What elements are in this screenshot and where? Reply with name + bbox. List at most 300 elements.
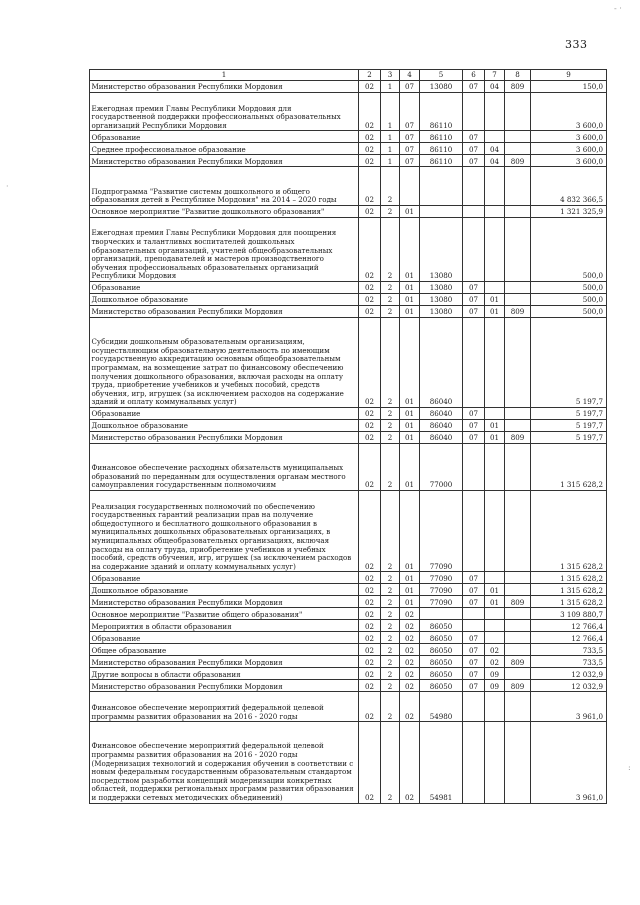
header-cell: 1 xyxy=(90,70,359,81)
code-pp: 2 xyxy=(381,217,400,281)
code-om: 01 xyxy=(400,305,420,317)
code-ps: 02 xyxy=(359,81,381,93)
row-name: Субсидии дошкольным образовательным организациям, осуществляющим образовательную деятельность по имеющим государственную аккредитацию основным общеобразовательным программам, на возмещение затрат по финансовому обеспечению получения дошкольного образования, включая расходы на оплату труда, приобретение учебников и учебных пособий, средств обучения, игр, игрушек (за исключением расходов на содержание зданий и оплату коммунальных услуг) xyxy=(90,317,359,407)
table-row xyxy=(90,596,607,608)
row-name: Министерство образования Республики Мордовия xyxy=(90,680,359,692)
code-section xyxy=(463,93,485,131)
code-section: 07 xyxy=(463,407,485,419)
header-cell: 8 xyxy=(505,70,531,81)
row-name: Мероприятия в области образования xyxy=(90,620,359,632)
code-subsection xyxy=(485,572,505,584)
code-om: 01 xyxy=(400,419,420,431)
code-direction: 13080 xyxy=(420,81,463,93)
code-ministry xyxy=(505,407,531,419)
row-amount: 733,5 xyxy=(531,644,607,656)
code-ps: 02 xyxy=(359,131,381,143)
code-ps: 02 xyxy=(359,205,381,217)
code-pp: 2 xyxy=(381,205,400,217)
code-om: 01 xyxy=(400,584,420,596)
code-ministry xyxy=(505,217,531,281)
table-row xyxy=(90,281,607,293)
row-name: Ежегодная премия Главы Республики Мордовия для поощрения творческих и талантливых воспитателей дошкольных образовательных организаций, учителей общеобразовательных организаций, преподавателей и мастеров производственного обучения профессиональных образовательных организаций Республики Мордовия xyxy=(90,217,359,281)
code-ps: 02 xyxy=(359,668,381,680)
code-ministry: 809 xyxy=(505,305,531,317)
code-ps: 02 xyxy=(359,490,381,571)
code-pp: 2 xyxy=(381,722,400,803)
code-pp: 2 xyxy=(381,620,400,632)
table-row xyxy=(90,93,607,131)
code-om xyxy=(400,167,420,205)
code-direction: 86050 xyxy=(420,680,463,692)
code-pp: 1 xyxy=(381,81,400,93)
row-name: Основное мероприятие "Развитие дошкольного образования" xyxy=(90,205,359,217)
code-pp: 2 xyxy=(381,443,400,490)
code-section: 07 xyxy=(463,431,485,443)
header-cell: 3 xyxy=(381,70,400,81)
code-pp: 2 xyxy=(381,431,400,443)
code-pp: 1 xyxy=(381,143,400,155)
code-om: 02 xyxy=(400,644,420,656)
code-ministry: 809 xyxy=(505,596,531,608)
code-section xyxy=(463,692,485,722)
code-direction: 86040 xyxy=(420,317,463,407)
code-section: 07 xyxy=(463,596,485,608)
code-ministry xyxy=(505,584,531,596)
code-section: 07 xyxy=(463,131,485,143)
table-row xyxy=(90,572,607,584)
code-direction xyxy=(420,167,463,205)
code-pp: 1 xyxy=(381,93,400,131)
table-row xyxy=(90,692,607,722)
row-name: Подпрограмма "Развитие системы дошкольного и общего образования детей в Республике Мордовия" на 2014 – 2020 годы xyxy=(90,167,359,205)
table-row xyxy=(90,490,607,571)
code-pp: 2 xyxy=(381,305,400,317)
code-direction: 77090 xyxy=(420,584,463,596)
code-pp: 2 xyxy=(381,317,400,407)
row-name: Дошкольное образование xyxy=(90,584,359,596)
code-om: 01 xyxy=(400,293,420,305)
code-section: 07 xyxy=(463,81,485,93)
code-subsection xyxy=(485,608,505,620)
code-ministry xyxy=(505,572,531,584)
code-section: 07 xyxy=(463,155,485,167)
code-ps: 02 xyxy=(359,443,381,490)
row-amount: 3 600,0 xyxy=(531,131,607,143)
code-ministry xyxy=(505,143,531,155)
code-subsection: 09 xyxy=(485,668,505,680)
table-row xyxy=(90,143,607,155)
scan-speck: · xyxy=(6,182,9,191)
row-amount: 1 315 628,2 xyxy=(531,584,607,596)
code-om: 02 xyxy=(400,692,420,722)
table-row xyxy=(90,644,607,656)
code-subsection: 01 xyxy=(485,419,505,431)
code-om: 02 xyxy=(400,722,420,803)
code-direction: 86050 xyxy=(420,656,463,668)
code-ministry xyxy=(505,167,531,205)
code-subsection xyxy=(485,620,505,632)
code-section: 07 xyxy=(463,305,485,317)
code-ministry xyxy=(505,281,531,293)
table-row xyxy=(90,632,607,644)
scan-speck: ‐ · xyxy=(614,4,622,13)
code-ministry: 809 xyxy=(505,680,531,692)
table-row xyxy=(90,217,607,281)
row-amount: 5 197,7 xyxy=(531,419,607,431)
row-amount: 500,0 xyxy=(531,217,607,281)
code-section: 07 xyxy=(463,281,485,293)
code-ps: 02 xyxy=(359,93,381,131)
code-section xyxy=(463,205,485,217)
code-ps: 02 xyxy=(359,620,381,632)
row-amount: 500,0 xyxy=(531,281,607,293)
code-pp: 2 xyxy=(381,419,400,431)
row-name: Министерство образования Республики Мордовия xyxy=(90,81,359,93)
code-direction xyxy=(420,205,463,217)
code-om: 01 xyxy=(400,431,420,443)
code-ministry xyxy=(505,692,531,722)
code-direction: 86050 xyxy=(420,668,463,680)
code-pp: 1 xyxy=(381,131,400,143)
code-direction: 86050 xyxy=(420,644,463,656)
table-row xyxy=(90,131,607,143)
header-cell: 4 xyxy=(400,70,420,81)
code-ministry xyxy=(505,620,531,632)
table-row xyxy=(90,680,607,692)
code-pp: 2 xyxy=(381,692,400,722)
code-section xyxy=(463,722,485,803)
code-ministry xyxy=(505,293,531,305)
code-pp: 2 xyxy=(381,572,400,584)
code-subsection xyxy=(485,407,505,419)
row-amount: 3 600,0 xyxy=(531,143,607,155)
code-om: 01 xyxy=(400,490,420,571)
row-amount: 1 321 325,9 xyxy=(531,205,607,217)
code-direction: 86110 xyxy=(420,155,463,167)
row-amount: 3 961,0 xyxy=(531,722,607,803)
row-name: Образование xyxy=(90,632,359,644)
code-section xyxy=(463,167,485,205)
row-name: Финансовое обеспечение расходных обязательств муниципальных образований по переданным для осуществления органам местного самоуправления государственным полномочиям xyxy=(90,443,359,490)
code-subsection xyxy=(485,205,505,217)
table-row xyxy=(90,317,607,407)
code-om: 07 xyxy=(400,143,420,155)
row-name: Образование xyxy=(90,131,359,143)
code-direction xyxy=(420,608,463,620)
code-om: 02 xyxy=(400,680,420,692)
code-section xyxy=(463,608,485,620)
code-ministry xyxy=(505,668,531,680)
code-ministry: 809 xyxy=(505,155,531,167)
code-subsection xyxy=(485,722,505,803)
code-direction: 77090 xyxy=(420,490,463,571)
table-row xyxy=(90,722,607,803)
code-subsection: 02 xyxy=(485,656,505,668)
code-ministry: 809 xyxy=(505,81,531,93)
code-section: 07 xyxy=(463,572,485,584)
row-amount: 12 766,4 xyxy=(531,620,607,632)
row-amount: 500,0 xyxy=(531,305,607,317)
code-direction: 77000 xyxy=(420,443,463,490)
header-cell: 5 xyxy=(420,70,463,81)
code-direction: 13080 xyxy=(420,217,463,281)
code-pp: 2 xyxy=(381,584,400,596)
code-om: 01 xyxy=(400,217,420,281)
code-subsection xyxy=(485,317,505,407)
code-ministry xyxy=(505,131,531,143)
row-amount: 150,0 xyxy=(531,81,607,93)
row-amount: 1 315 628,2 xyxy=(531,596,607,608)
code-section: 07 xyxy=(463,584,485,596)
code-subsection: 01 xyxy=(485,584,505,596)
code-ps: 02 xyxy=(359,692,381,722)
row-amount: 12 766,4 xyxy=(531,632,607,644)
code-subsection: 01 xyxy=(485,305,505,317)
code-om: 01 xyxy=(400,317,420,407)
code-ministry xyxy=(505,205,531,217)
table-row xyxy=(90,419,607,431)
code-om: 01 xyxy=(400,443,420,490)
code-direction: 86040 xyxy=(420,431,463,443)
code-direction: 13080 xyxy=(420,293,463,305)
table-row xyxy=(90,293,607,305)
table-header-row xyxy=(90,70,607,81)
code-ps: 02 xyxy=(359,722,381,803)
code-section: 07 xyxy=(463,656,485,668)
code-pp: 2 xyxy=(381,167,400,205)
code-ministry xyxy=(505,317,531,407)
code-subsection xyxy=(485,131,505,143)
code-subsection xyxy=(485,443,505,490)
code-ps: 02 xyxy=(359,584,381,596)
table-body xyxy=(90,81,607,804)
code-om: 02 xyxy=(400,668,420,680)
code-ministry: 809 xyxy=(505,656,531,668)
row-amount: 733,5 xyxy=(531,656,607,668)
code-subsection: 02 xyxy=(485,644,505,656)
table-row xyxy=(90,584,607,596)
code-om: 02 xyxy=(400,656,420,668)
code-om: 01 xyxy=(400,407,420,419)
table-row xyxy=(90,205,607,217)
code-section xyxy=(463,217,485,281)
header-cell: 7 xyxy=(485,70,505,81)
budget-table xyxy=(89,69,607,804)
row-name: Среднее профессиональное образование xyxy=(90,143,359,155)
code-om: 07 xyxy=(400,81,420,93)
row-name: Дошкольное образование xyxy=(90,293,359,305)
code-ps: 02 xyxy=(359,143,381,155)
code-ps: 02 xyxy=(359,317,381,407)
code-pp: 1 xyxy=(381,155,400,167)
code-ps: 02 xyxy=(359,632,381,644)
code-section xyxy=(463,317,485,407)
code-om: 02 xyxy=(400,620,420,632)
code-subsection: 01 xyxy=(485,293,505,305)
table-row xyxy=(90,155,607,167)
code-ps: 02 xyxy=(359,217,381,281)
code-ps: 02 xyxy=(359,293,381,305)
row-amount: 4 832 366,5 xyxy=(531,167,607,205)
code-om: 01 xyxy=(400,205,420,217)
row-amount: 1 315 628,2 xyxy=(531,490,607,571)
code-ministry xyxy=(505,608,531,620)
code-ps: 02 xyxy=(359,656,381,668)
table-row xyxy=(90,407,607,419)
row-name: Реализация государственных полномочий по обеспечению государственных гарантий реализации прав на получение общедоступного и бесплатного дошкольного образования в муниципальных дошкольных образовательных организациях, в муниципальных общеобразовательных организациях, включая расходы на оплату труда, приобретение учебников и учебных пособий, средств обучения, игр, игрушек (за исключением расходов на содержание зданий и оплату коммунальных услуг) xyxy=(90,490,359,571)
row-amount: 3 961,0 xyxy=(531,692,607,722)
code-subsection: 09 xyxy=(485,680,505,692)
row-name: Образование xyxy=(90,572,359,584)
code-ps: 02 xyxy=(359,407,381,419)
code-direction: 54981 xyxy=(420,722,463,803)
code-direction: 54980 xyxy=(420,692,463,722)
code-direction: 86110 xyxy=(420,93,463,131)
code-subsection xyxy=(485,490,505,571)
code-direction: 77090 xyxy=(420,572,463,584)
code-om: 07 xyxy=(400,155,420,167)
code-ps: 02 xyxy=(359,281,381,293)
code-om: 07 xyxy=(400,131,420,143)
row-name: Образование xyxy=(90,281,359,293)
code-ps: 02 xyxy=(359,572,381,584)
code-om: 07 xyxy=(400,93,420,131)
code-ministry xyxy=(505,490,531,571)
code-pp: 2 xyxy=(381,407,400,419)
code-subsection xyxy=(485,167,505,205)
code-om: 01 xyxy=(400,596,420,608)
code-pp: 2 xyxy=(381,656,400,668)
code-om: 02 xyxy=(400,632,420,644)
row-name: Дошкольное образование xyxy=(90,419,359,431)
code-subsection xyxy=(485,93,505,131)
code-direction: 86050 xyxy=(420,632,463,644)
code-ministry xyxy=(505,644,531,656)
table-row xyxy=(90,656,607,668)
row-amount: 3 109 880,7 xyxy=(531,608,607,620)
code-section xyxy=(463,620,485,632)
row-amount: 5 197,7 xyxy=(531,317,607,407)
code-subsection xyxy=(485,632,505,644)
row-name: Общее образование xyxy=(90,644,359,656)
row-name: Министерство образования Республики Мордовия xyxy=(90,431,359,443)
code-direction: 86110 xyxy=(420,143,463,155)
row-name: Министерство образования Республики Мордовия xyxy=(90,596,359,608)
row-name: Министерство образования Республики Мордовия xyxy=(90,656,359,668)
code-ministry xyxy=(505,443,531,490)
code-subsection xyxy=(485,281,505,293)
row-amount: 12 032,9 xyxy=(531,668,607,680)
code-ps: 02 xyxy=(359,644,381,656)
code-subsection: 04 xyxy=(485,155,505,167)
code-pp: 2 xyxy=(381,680,400,692)
table-row xyxy=(90,443,607,490)
header-cell: 6 xyxy=(463,70,485,81)
code-section: 07 xyxy=(463,644,485,656)
code-subsection xyxy=(485,692,505,722)
row-amount: 1 315 628,2 xyxy=(531,572,607,584)
code-direction: 86040 xyxy=(420,419,463,431)
code-ps: 02 xyxy=(359,608,381,620)
code-ministry xyxy=(505,632,531,644)
code-direction: 13080 xyxy=(420,305,463,317)
row-name: Другие вопросы в области образования xyxy=(90,668,359,680)
code-pp: 2 xyxy=(381,596,400,608)
code-direction: 77090 xyxy=(420,596,463,608)
code-pp: 2 xyxy=(381,281,400,293)
table-row xyxy=(90,305,607,317)
row-amount: 5 197,7 xyxy=(531,407,607,419)
table-row xyxy=(90,81,607,93)
scan-speck: : xyxy=(628,763,631,772)
row-amount: 500,0 xyxy=(531,293,607,305)
code-ps: 02 xyxy=(359,596,381,608)
code-pp: 2 xyxy=(381,490,400,571)
code-section: 07 xyxy=(463,143,485,155)
code-section xyxy=(463,443,485,490)
code-om: 02 xyxy=(400,608,420,620)
code-ministry: 809 xyxy=(505,431,531,443)
row-name: Финансовое обеспечение мероприятий федеральной целевой программы развития образования на 2016 - 2020 годы xyxy=(90,692,359,722)
code-om: 01 xyxy=(400,572,420,584)
table-row xyxy=(90,668,607,680)
code-pp: 2 xyxy=(381,644,400,656)
code-section: 07 xyxy=(463,293,485,305)
code-ps: 02 xyxy=(359,431,381,443)
code-section xyxy=(463,490,485,571)
code-ps: 02 xyxy=(359,305,381,317)
code-ps: 02 xyxy=(359,155,381,167)
row-amount: 3 600,0 xyxy=(531,93,607,131)
code-subsection xyxy=(485,217,505,281)
code-section: 07 xyxy=(463,419,485,431)
code-pp: 2 xyxy=(381,668,400,680)
table-row xyxy=(90,167,607,205)
row-name: Министерство образования Республики Мордовия xyxy=(90,155,359,167)
code-om: 01 xyxy=(400,281,420,293)
code-pp: 2 xyxy=(381,632,400,644)
table-row xyxy=(90,431,607,443)
table-row xyxy=(90,620,607,632)
row-amount: 5 197,7 xyxy=(531,431,607,443)
code-direction: 13080 xyxy=(420,281,463,293)
code-pp: 2 xyxy=(381,608,400,620)
code-ps: 02 xyxy=(359,419,381,431)
row-amount: 12 032,9 xyxy=(531,680,607,692)
code-subsection: 04 xyxy=(485,143,505,155)
header-cell: 2 xyxy=(359,70,381,81)
code-pp: 2 xyxy=(381,293,400,305)
code-subsection: 01 xyxy=(485,596,505,608)
page-number: 333 xyxy=(565,38,588,51)
code-subsection: 04 xyxy=(485,81,505,93)
row-name: Ежегодная премия Главы Республики Мордовия для государственной поддержки профессиональных образовательных организаций Республики Мордовия xyxy=(90,93,359,131)
code-section: 07 xyxy=(463,668,485,680)
header-cell: 9 xyxy=(531,70,607,81)
code-ps: 02 xyxy=(359,167,381,205)
row-name: Министерство образования Республики Мордовия xyxy=(90,305,359,317)
code-direction: 86040 xyxy=(420,407,463,419)
row-amount: 3 600,0 xyxy=(531,155,607,167)
code-ministry xyxy=(505,93,531,131)
row-name: Финансовое обеспечение мероприятий федеральной целевой программы развития образования на 2016 - 2020 годы (Модернизация технологий и содержания обучения в соответствии с новым федеральным государственным образовательным стандартом посредством разработки концепций модернизации конкретных областей, поддержки региональных программ развития образования и поддержки сетевых методических объединений) xyxy=(90,722,359,803)
row-name: Основное мероприятие "Развитие общего образования" xyxy=(90,608,359,620)
code-subsection: 01 xyxy=(485,431,505,443)
code-ministry xyxy=(505,722,531,803)
code-section: 07 xyxy=(463,680,485,692)
code-section: 07 xyxy=(463,632,485,644)
table-row xyxy=(90,608,607,620)
